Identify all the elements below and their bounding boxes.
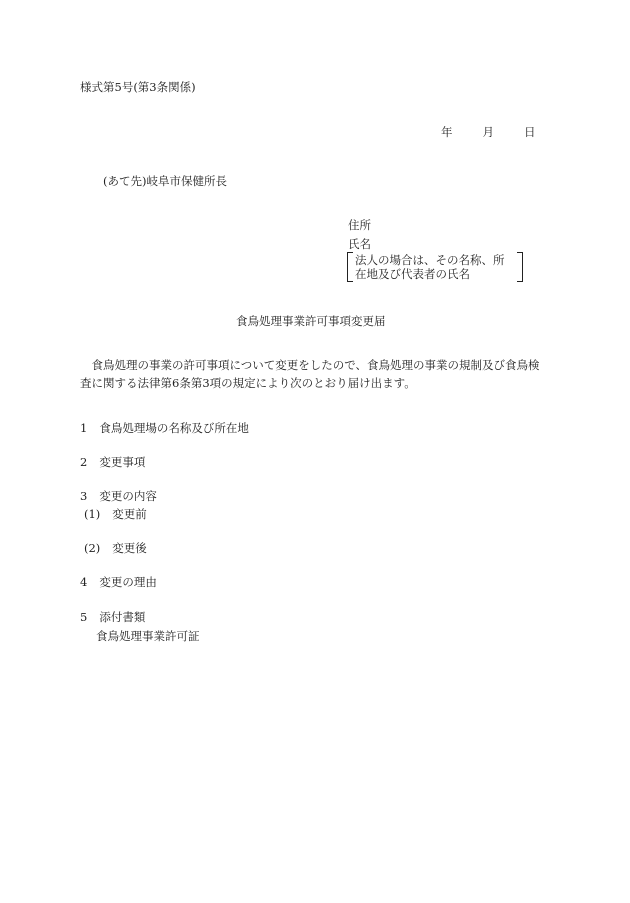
body-line-1: 食鳥処理の事業の許可事項について変更をしたので、食鳥処理の事業の規制及び食鳥検 [80, 358, 540, 372]
body-line-2: 査に関する法律第6条第3項の規定により次のとおり届け出ます。 [80, 376, 416, 390]
item-label: 食鳥処理場の名称及び所在地 [99, 421, 249, 435]
addressee: (あて先)岐阜市保健所長 [103, 174, 227, 188]
attachment-value: 食鳥処理事業許可証 [96, 629, 200, 643]
item-number: 3 [80, 489, 88, 503]
corporation-note-line1: 法人の場合は、その名称、所 [355, 253, 505, 267]
date-line [441, 125, 536, 139]
day-label: 日 [524, 125, 536, 139]
corporation-note [347, 252, 523, 282]
item-5 [80, 610, 145, 624]
year-label: 年 [441, 125, 453, 139]
document-title: 食鳥処理事業許可事項変更届 [236, 314, 386, 328]
item-2 [80, 455, 145, 469]
item-label: 変更事項 [99, 455, 146, 469]
item-label: 変更の内容 [99, 489, 157, 503]
sub-item-number: (2) [84, 541, 101, 555]
body-text [80, 356, 540, 392]
right-bracket [517, 252, 523, 282]
item-4 [80, 575, 157, 589]
item-label: 添付書類 [99, 610, 146, 624]
sub-item-label: 変更前 [112, 507, 147, 521]
item-number: 4 [80, 575, 88, 589]
sub-item-1 [84, 507, 147, 521]
sub-item-2 [84, 541, 147, 555]
sub-item-label: 変更後 [112, 541, 147, 555]
sub-item-number: (1) [84, 507, 101, 521]
address-label: 住所 [348, 218, 371, 232]
name-label: 氏名 [348, 237, 371, 251]
item-number: 1 [80, 421, 88, 435]
left-bracket [347, 252, 353, 282]
form-number: 様式第5号(第3条関係) [80, 80, 196, 94]
item-3 [80, 489, 157, 503]
item-number: 5 [80, 610, 88, 624]
month-label: 月 [482, 125, 494, 139]
corporation-note-line2: 在地及び代表者の氏名 [355, 267, 470, 281]
item-label: 変更の理由 [99, 575, 157, 589]
item-number: 2 [80, 455, 88, 469]
item-1 [80, 421, 249, 435]
